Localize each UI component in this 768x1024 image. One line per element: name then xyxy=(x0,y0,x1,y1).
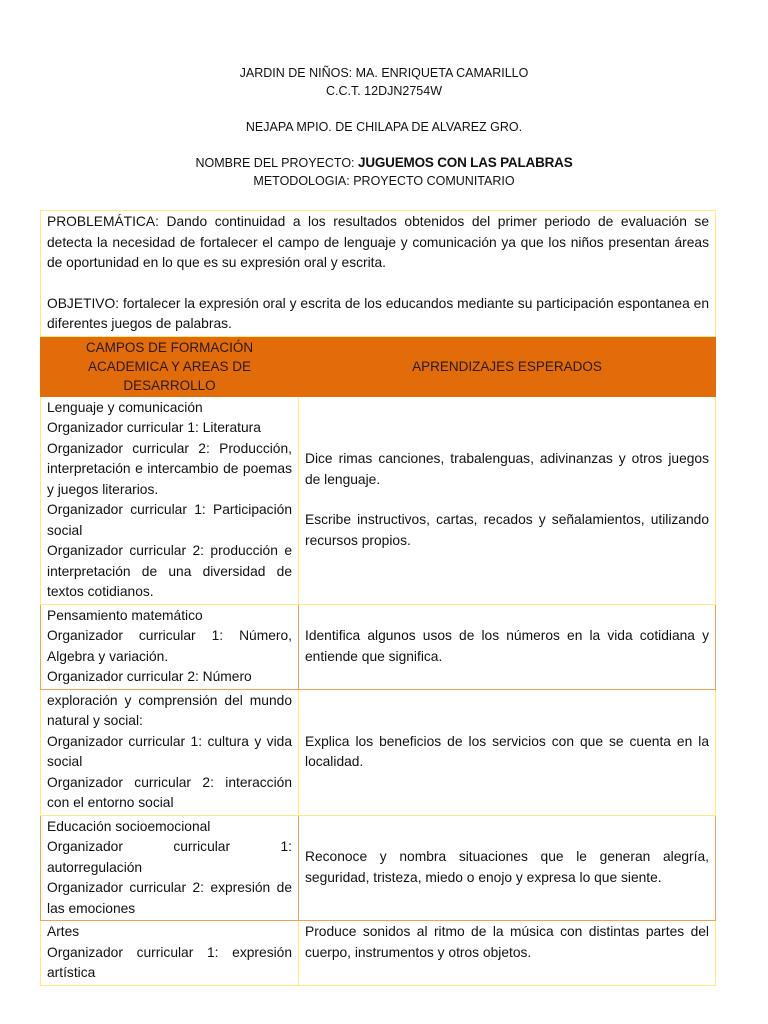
project-title xyxy=(0,154,768,172)
field-cell xyxy=(41,396,299,604)
school-code: C.C.T. 12DJN2754W xyxy=(325,84,442,98)
table-row xyxy=(41,689,716,815)
problem-cell xyxy=(41,211,716,337)
learning-text: Dice rimas canciones, trabalenguas, adivinanzas y otros juegos de lenguaje. xyxy=(305,451,709,487)
learning-cell xyxy=(299,689,716,815)
problematica-text: PROBLEMÁTICA: Dando continuidad a los resultados obtenidos del primer periodo de evaluación se detecta la necesidad de fortalecer el campo de lenguaje y comunicación ya que los niños presentan áreas de oportunidad en lo que es su expresión oral y escrita. xyxy=(47,214,709,270)
learning-cell xyxy=(299,604,716,689)
objetivo-text: OBJETIVO: fortalecer la expresión oral y escrita de los educandos mediante su participación espontanea en diferentes juegos de palabras. xyxy=(47,295,709,331)
field-line: Organizador curricular 2: expresión de las emociones xyxy=(47,880,292,916)
field-line: Organizador curricular 1: Participación social xyxy=(47,502,292,538)
field-line: Organizador curricular 1: Literatura xyxy=(47,420,261,435)
field-line: Organizador curricular 1: cultura y vida social xyxy=(47,733,292,769)
learning-text: Escribe instructivos, cartas, recados y señalamientos, utilizando recursos propios. xyxy=(305,512,709,548)
field-line: exploración y comprensión del mundo natural y social: xyxy=(47,692,292,728)
table-row xyxy=(41,396,716,604)
learning-text: Reconoce y nombra situaciones que le generan alegría, seguridad, tristeza, miedo o enojo y expresa lo que siente. xyxy=(305,849,709,885)
learning-cell xyxy=(299,396,716,604)
project-label: NOMBRE DEL PROYECTO: xyxy=(195,156,355,170)
table-row xyxy=(41,604,716,689)
field-line: Educación socioemocional xyxy=(47,818,211,834)
school-name: JARDIN DE NIÑOS: MA. ENRIQUETA CAMARILLO xyxy=(239,66,529,80)
field-cell xyxy=(41,689,299,815)
header-learning: APRENDIZAJES ESPERADOS xyxy=(299,336,716,396)
learning-text: Explica los beneficios de los servicios con que se cuenta en la localidad. xyxy=(305,733,709,769)
field-line: Organizador curricular 2: producción e interpretación de una diversidad de textos cotidianos. xyxy=(47,543,292,599)
school-location: NEJAPA MPIO. DE CHILAPA DE ALVAREZ GRO. xyxy=(245,120,523,134)
learning-cell xyxy=(299,815,716,921)
field-line: Organizador curricular 1: autorregulación xyxy=(47,839,292,875)
field-line: Organizador curricular 1: Número, Algebra y variación. xyxy=(47,628,292,664)
field-line: Lenguaje y comunicación xyxy=(47,399,203,415)
problem-row xyxy=(41,211,716,337)
field-line: Artes xyxy=(47,924,80,939)
project-table xyxy=(40,210,716,986)
table-row xyxy=(41,815,716,921)
learning-text: Produce sonidos al ritmo de la música con distintas partes del cuerpo, instrumentos y otros objetos. xyxy=(305,924,709,960)
field-cell xyxy=(41,921,299,986)
table-header-row xyxy=(41,336,716,396)
field-cell xyxy=(41,604,299,689)
field-line: Organizador curricular 2: interacción con el entorno social xyxy=(47,774,292,810)
field-line: Organizador curricular 2: Producción, interpretación e intercambio de poemas y juegos literarios. xyxy=(47,440,292,497)
table-row xyxy=(41,921,716,986)
learning-cell xyxy=(299,921,716,986)
document-header xyxy=(0,64,768,190)
project-name: JUGUEMOS CON LAS PALABRAS xyxy=(358,155,573,170)
methodology: METODOLOGIA: PROYECTO COMUNITARIO xyxy=(253,174,515,188)
learning-text: Identifica algunos usos de los números en la vida cotidiana y entiende que significa. xyxy=(305,628,709,664)
field-cell xyxy=(41,815,299,921)
field-line: Organizador curricular 1: expresión artística xyxy=(47,944,292,980)
header-fields: CAMPOS DE FORMACIÓN ACADEMICA Y AREAS DE DESARROLLO xyxy=(41,336,299,396)
field-line: Organizador curricular 2: Número xyxy=(47,669,252,684)
field-line: Pensamiento matemático xyxy=(47,607,203,623)
